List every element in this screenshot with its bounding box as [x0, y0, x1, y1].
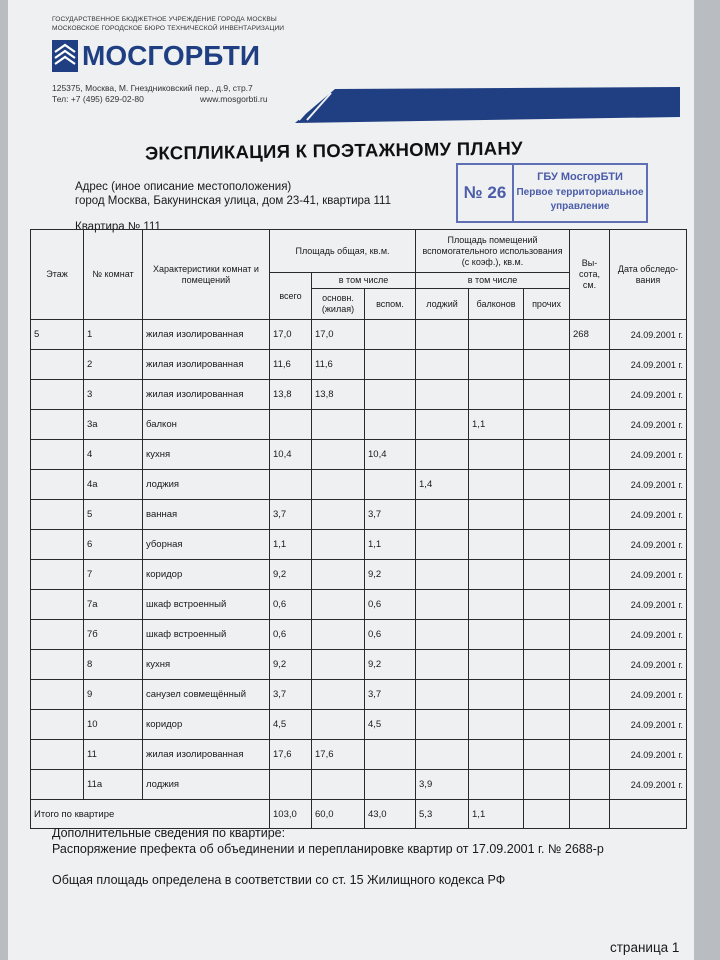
cell-name: санузел совмещённый [143, 680, 270, 710]
page-number: страница 1 [610, 940, 680, 955]
cell-name: кухня [143, 650, 270, 680]
cell-loggia [416, 560, 469, 590]
cell-loggia [416, 530, 469, 560]
cell-balcony [469, 500, 524, 530]
cell-no: 11 [84, 740, 143, 770]
cell-main: 17,0 [312, 320, 365, 350]
cell-balcony [469, 530, 524, 560]
header-aux-area-group: Площадь помещений вспомогательного использования (с коэф.), кв.м. [416, 230, 570, 273]
header-main: основн. (жилая) [312, 289, 365, 320]
header-date: Дата обследо-вания [610, 230, 687, 320]
cell-date: 24.09.2001 г. [610, 710, 687, 740]
cell-balcony [469, 650, 524, 680]
stamp-line-3: управление [550, 201, 610, 212]
cell-loggia [416, 650, 469, 680]
cell-other [524, 350, 570, 380]
cell-name: кухня [143, 440, 270, 470]
cell-aux: 0,6 [365, 590, 416, 620]
address-value: город Москва, Бакунинская улица, дом 23-41, квартира 111 [75, 195, 391, 207]
cell-date: 24.09.2001 г. [610, 320, 687, 350]
cell-other [524, 410, 570, 440]
cell-total: 3,7 [270, 500, 312, 530]
cell-aux: 9,2 [365, 560, 416, 590]
cell-name: лоджия [143, 770, 270, 800]
cell-height [570, 410, 610, 440]
cell-height [570, 620, 610, 650]
cell-no: 5 [84, 500, 143, 530]
totals-balcony: 1,1 [469, 800, 524, 829]
cell-floor [31, 740, 84, 770]
cell-no: 3 [84, 380, 143, 410]
cell-main [312, 440, 365, 470]
cell-loggia: 1,4 [416, 470, 469, 500]
cell-other [524, 620, 570, 650]
mosgorbti-logo-icon [52, 40, 78, 72]
cell-aux: 1,1 [365, 530, 416, 560]
header-area-total-group: Площадь общая, кв.м. [270, 230, 416, 273]
cell-date: 24.09.2001 г. [610, 530, 687, 560]
table-row [31, 350, 687, 380]
table-row [31, 470, 687, 500]
totals-date [610, 800, 687, 829]
cell-aux: 4,5 [365, 710, 416, 740]
cell-name: балкон [143, 410, 270, 440]
cell-loggia [416, 590, 469, 620]
cell-other [524, 590, 570, 620]
totals-loggia: 5,3 [416, 800, 469, 829]
cell-floor [31, 560, 84, 590]
apartment-number: Квартира № 111 [75, 221, 161, 233]
cell-no: 9 [84, 680, 143, 710]
cell-floor [31, 530, 84, 560]
cell-loggia [416, 320, 469, 350]
header-aux: вспом. [365, 289, 416, 320]
cell-other [524, 320, 570, 350]
table-row [31, 320, 687, 350]
cell-floor [31, 440, 84, 470]
cell-floor [31, 680, 84, 710]
cell-other [524, 560, 570, 590]
cell-floor [31, 350, 84, 380]
table-row [31, 410, 687, 440]
cell-height [570, 530, 610, 560]
cell-other [524, 710, 570, 740]
cell-floor [31, 500, 84, 530]
cell-main [312, 650, 365, 680]
cell-floor [31, 710, 84, 740]
brand-name: МОСГОРБТИ [82, 40, 260, 71]
cell-name: шкаф встроенный [143, 620, 270, 650]
cell-balcony [469, 710, 524, 740]
cell-aux: 10,4 [365, 440, 416, 470]
cell-aux [365, 380, 416, 410]
cell-main [312, 530, 365, 560]
cell-main [312, 500, 365, 530]
totals-aux: 43,0 [365, 800, 416, 829]
cell-other [524, 680, 570, 710]
cell-other [524, 470, 570, 500]
cell-height [570, 710, 610, 740]
table-row [31, 770, 687, 800]
cell-no: 1 [84, 320, 143, 350]
totals-height [570, 800, 610, 829]
cell-main [312, 680, 365, 710]
cell-loggia [416, 380, 469, 410]
notes-area: Общая площадь определена в соответствии со ст. 15 Жилищного кодекса РФ [52, 873, 506, 887]
header-height: Вы-сота, см. [570, 230, 610, 320]
cell-total [270, 770, 312, 800]
cell-balcony [469, 470, 524, 500]
cell-balcony [469, 350, 524, 380]
org-line-2: МОСКОВСКОЕ ГОРОДСКОЕ БЮРО ТЕХНИЧЕСКОЙ ИНВЕНТАРИЗАЦИИ [52, 25, 285, 32]
header-banner [295, 87, 680, 123]
table-row [31, 680, 687, 710]
cell-main [312, 710, 365, 740]
cell-total: 0,6 [270, 620, 312, 650]
cell-total: 11,6 [270, 350, 312, 380]
cell-height [570, 680, 610, 710]
cell-height [570, 500, 610, 530]
cell-main [312, 470, 365, 500]
cell-date: 24.09.2001 г. [610, 500, 687, 530]
header-balcony: балконов [469, 289, 524, 320]
cell-floor [31, 590, 84, 620]
cell-balcony [469, 770, 524, 800]
address-label: Адрес (иное описание местоположения) [75, 181, 292, 193]
cell-balcony [469, 590, 524, 620]
cell-name: коридор [143, 710, 270, 740]
cell-loggia [416, 680, 469, 710]
cell-name: жилая изолированная [143, 740, 270, 770]
cell-loggia [416, 440, 469, 470]
cell-total [270, 470, 312, 500]
cell-aux [365, 350, 416, 380]
cell-other [524, 380, 570, 410]
cell-date: 24.09.2001 г. [610, 440, 687, 470]
table-row [31, 560, 687, 590]
org-address: 125375, Москва, М. Гнездниковский пер., д.9, стр.7 [52, 83, 253, 93]
cell-other [524, 530, 570, 560]
organization-name [52, 15, 284, 33]
header-incl-2: в том числе [416, 273, 570, 289]
stamp-line-2: Первое территориальное [516, 187, 644, 198]
notes-order: Распоряжение префекта об объединении и перепланировке квартир от 17.09.2001 г. № 2688-р [52, 842, 604, 856]
cell-no: 10 [84, 710, 143, 740]
cell-floor [31, 620, 84, 650]
cell-floor [31, 380, 84, 410]
cell-no: 7а [84, 590, 143, 620]
cell-aux: 9,2 [365, 650, 416, 680]
cell-main [312, 560, 365, 590]
cell-aux [365, 740, 416, 770]
cell-name: жилая изолированная [143, 320, 270, 350]
cell-height [570, 380, 610, 410]
cell-loggia [416, 620, 469, 650]
cell-loggia [416, 740, 469, 770]
org-website: www.mosgorbti.ru [200, 94, 268, 104]
cell-total: 9,2 [270, 560, 312, 590]
cell-date: 24.09.2001 г. [610, 350, 687, 380]
cell-date: 24.09.2001 г. [610, 620, 687, 650]
cell-height [570, 440, 610, 470]
totals-other [524, 800, 570, 829]
cell-other [524, 740, 570, 770]
table-row [31, 590, 687, 620]
cell-loggia [416, 350, 469, 380]
header-characteristics: Характеристики комнат и помещений [143, 230, 270, 320]
cell-height [570, 770, 610, 800]
cell-no: 6 [84, 530, 143, 560]
cell-balcony [469, 620, 524, 650]
cell-date: 24.09.2001 г. [610, 590, 687, 620]
header-room-no: № комнат [84, 230, 143, 320]
cell-height [570, 470, 610, 500]
stamp-number: № 26 [458, 165, 514, 221]
cell-main: 11,6 [312, 350, 365, 380]
table-row [31, 740, 687, 770]
cell-floor [31, 470, 84, 500]
notes-heading: Дополнительные сведения по квартире: [52, 826, 286, 840]
cell-no: 3а [84, 410, 143, 440]
cell-floor: 5 [31, 320, 84, 350]
cell-aux [365, 320, 416, 350]
cell-other [524, 500, 570, 530]
cell-main: 17,6 [312, 740, 365, 770]
org-phone: Тел: +7 (495) 629-02-80 [52, 94, 144, 104]
cell-floor [31, 410, 84, 440]
cell-aux [365, 470, 416, 500]
cell-floor [31, 650, 84, 680]
cell-balcony [469, 380, 524, 410]
cell-other [524, 650, 570, 680]
cell-date: 24.09.2001 г. [610, 560, 687, 590]
cell-loggia [416, 410, 469, 440]
cell-balcony [469, 740, 524, 770]
cell-total: 17,6 [270, 740, 312, 770]
cell-date: 24.09.2001 г. [610, 650, 687, 680]
cell-date: 24.09.2001 г. [610, 740, 687, 770]
cell-no: 11а [84, 770, 143, 800]
cell-date: 24.09.2001 г. [610, 680, 687, 710]
cell-name: лоджия [143, 470, 270, 500]
table-body [31, 320, 687, 800]
cell-total: 10,4 [270, 440, 312, 470]
table-row [31, 500, 687, 530]
cell-no: 7б [84, 620, 143, 650]
cell-other [524, 770, 570, 800]
header-floor: Этаж [31, 230, 84, 320]
cell-height [570, 590, 610, 620]
document-title: ЭКСПЛИКАЦИЯ К ПОЭТАЖНОМУ ПЛАНУ [144, 137, 523, 164]
cell-total: 4,5 [270, 710, 312, 740]
cell-height [570, 350, 610, 380]
cell-no: 2 [84, 350, 143, 380]
cell-height [570, 560, 610, 590]
cell-balcony: 1,1 [469, 410, 524, 440]
cell-name: уборная [143, 530, 270, 560]
org-line-1: ГОСУДАРСТВЕННОЕ БЮДЖЕТНОЕ УЧРЕЖДЕНИЕ ГОРОДА МОСКВЫ [52, 16, 277, 23]
cell-main [312, 410, 365, 440]
cell-main [312, 770, 365, 800]
cell-main: 13,8 [312, 380, 365, 410]
cell-date: 24.09.2001 г. [610, 380, 687, 410]
cell-height: 268 [570, 320, 610, 350]
cell-loggia: 3,9 [416, 770, 469, 800]
cell-total: 0,6 [270, 590, 312, 620]
bti-stamp [456, 163, 648, 223]
cell-aux: 3,7 [365, 500, 416, 530]
cell-total: 17,0 [270, 320, 312, 350]
cell-no: 8 [84, 650, 143, 680]
cell-main [312, 590, 365, 620]
cell-aux [365, 770, 416, 800]
cell-balcony [469, 440, 524, 470]
table-row [31, 380, 687, 410]
cell-aux: 3,7 [365, 680, 416, 710]
cell-total [270, 410, 312, 440]
cell-floor [31, 770, 84, 800]
cell-no: 4а [84, 470, 143, 500]
cell-balcony [469, 680, 524, 710]
cell-main [312, 620, 365, 650]
cell-total: 13,8 [270, 380, 312, 410]
table-row [31, 530, 687, 560]
cell-balcony [469, 320, 524, 350]
stamp-line-1: ГБУ МосгорБТИ [537, 171, 623, 183]
cell-date: 24.09.2001 г. [610, 770, 687, 800]
header-incl: в том числе [312, 273, 416, 289]
cell-name: коридор [143, 560, 270, 590]
cell-aux [365, 410, 416, 440]
cell-name: шкаф встроенный [143, 590, 270, 620]
cell-date: 24.09.2001 г. [610, 410, 687, 440]
table-row [31, 650, 687, 680]
cell-total: 9,2 [270, 650, 312, 680]
cell-loggia [416, 710, 469, 740]
cell-aux: 0,6 [365, 620, 416, 650]
header-total: всего [270, 273, 312, 320]
cell-total: 1,1 [270, 530, 312, 560]
header-other: прочих [524, 289, 570, 320]
cell-no: 4 [84, 440, 143, 470]
cell-date: 24.09.2001 г. [610, 470, 687, 500]
totals-row [31, 800, 687, 829]
cell-total: 3,7 [270, 680, 312, 710]
cell-no: 7 [84, 560, 143, 590]
explication-table [30, 229, 687, 829]
cell-name: жилая изолированная [143, 350, 270, 380]
header-loggia: лоджий [416, 289, 469, 320]
cell-loggia [416, 500, 469, 530]
cell-name: жилая изолированная [143, 380, 270, 410]
totals-main: 60,0 [312, 800, 365, 829]
totals-label: Итого по квартире [31, 800, 270, 829]
table-row [31, 620, 687, 650]
cell-other [524, 440, 570, 470]
cell-name: ванная [143, 500, 270, 530]
cell-height [570, 740, 610, 770]
table-row [31, 710, 687, 740]
totals-total: 103,0 [270, 800, 312, 829]
cell-balcony [469, 560, 524, 590]
cell-height [570, 650, 610, 680]
table-row [31, 440, 687, 470]
